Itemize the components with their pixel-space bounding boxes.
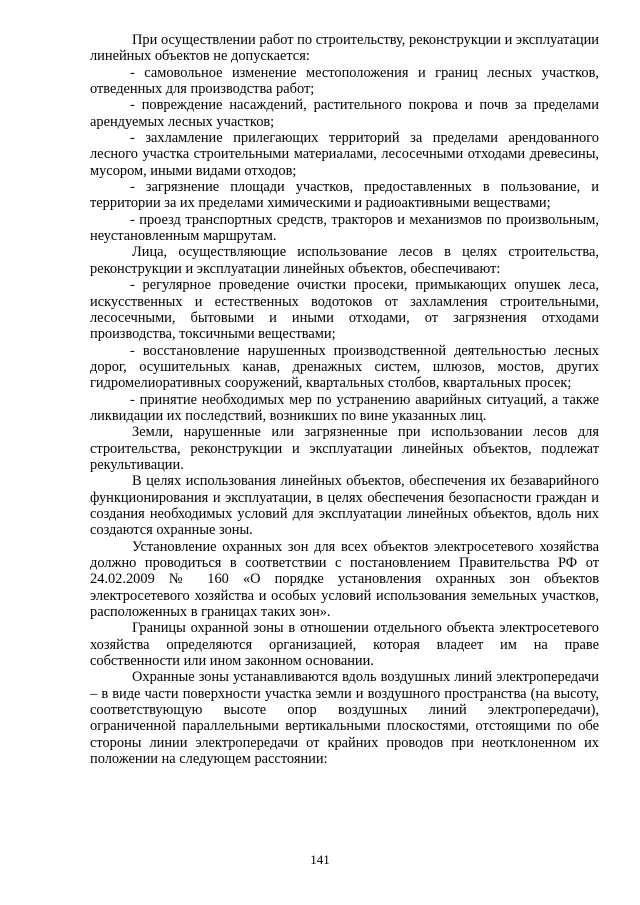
paragraph-power-lines: Охранные зоны устанавливаются вдоль воздушных линий электропередачи – в виде части поверхности участка земли и воздушного пространства (на высоту, соответствующую высоте опор воздушных линий электропередачи), ограниченной параллельными вертикальными плоскостями, отстоящими по обе стороны линии электропередачи от крайних проводов при неотклоненном их положении на следующем расстоянии: <box>90 669 599 768</box>
document-body <box>90 32 599 767</box>
list-item: - регулярное проведение очистки просеки, примыкающих опушек леса, искусственных и естественных водотоков от захламления строительными, лесосечными, бытовыми и иными отходами, от загрязнения отходами производства, токсичными веществами; <box>90 277 599 343</box>
list-item: - самовольное изменение местоположения и границ лесных участков, отведенных для производства работ; <box>90 64 599 98</box>
paragraph-obligations: Лица, осуществляющие использование лесов в целях строительства, реконструкции и эксплуатации линейных объектов, обеспечивают: <box>90 244 599 277</box>
paragraph-boundaries: Границы охранной зоны в отношении отдельного объекта электросетевого хозяйства определяются организацией, которая владеет им на праве собственности или ином законном основании. <box>90 620 599 670</box>
list-item: - загрязнение площади участков, предоставленных в пользование, и территории за их пределами химическими и радиоактивными веществами; <box>90 179 599 212</box>
list-item: - проезд транспортных средств, тракторов и механизмов по произвольным, неустановленным маршрутам. <box>90 211 599 245</box>
list-item: - восстановление нарушенных производственной деятельностью лесных дорог, осушительных канав, дренажных систем, шлюзов, мостов, других гидромелиоративных сооружений, квартальных столбов, квартальных просек; <box>90 342 599 392</box>
paragraph-recultivation: Земли, нарушенные или загрязненные при использовании лесов для строительства, реконструкции и эксплуатации линейных объектов, подлежат рекультивации. <box>90 424 599 473</box>
list-item: - повреждение насаждений, растительного покрова и почв за пределами арендуемых лесных участков; <box>90 97 599 130</box>
page-number: 141 <box>310 852 330 867</box>
paragraph-protection-zones: В целях использования линейных объектов, обеспечения их безаварийного функционирования и эксплуатации, в целях обеспечения безопасности граждан и создания необходимых условий для эксплуатации линейных объектов, вдоль них создаются охранные зоны. <box>90 473 599 539</box>
paragraph-regulation: Установление охранных зон для всех объектов электросетевого хозяйства должно проводиться в соответствии с постановлением Правительства РФ от 24.02.2009 № 160 «О порядке установления охранных зон объектов электросетевого хозяйства и особых условий использования земельных участков, расположенных в границах таких зон». <box>90 538 599 621</box>
list-item: - захламление прилегающих территорий за пределами арендованного лесного участка строительными материалами, лесосечными отходами древесины, мусором, иными видами отходов; <box>90 130 599 179</box>
paragraph-intro: При осуществлении работ по строительству, реконструкции и эксплуатации линейных объектов не допускается: <box>90 32 599 65</box>
list-item: - принятие необходимых мер по устранению аварийных ситуаций, а также ликвидации их последствий, возникших по вине указанных лиц. <box>90 391 599 424</box>
